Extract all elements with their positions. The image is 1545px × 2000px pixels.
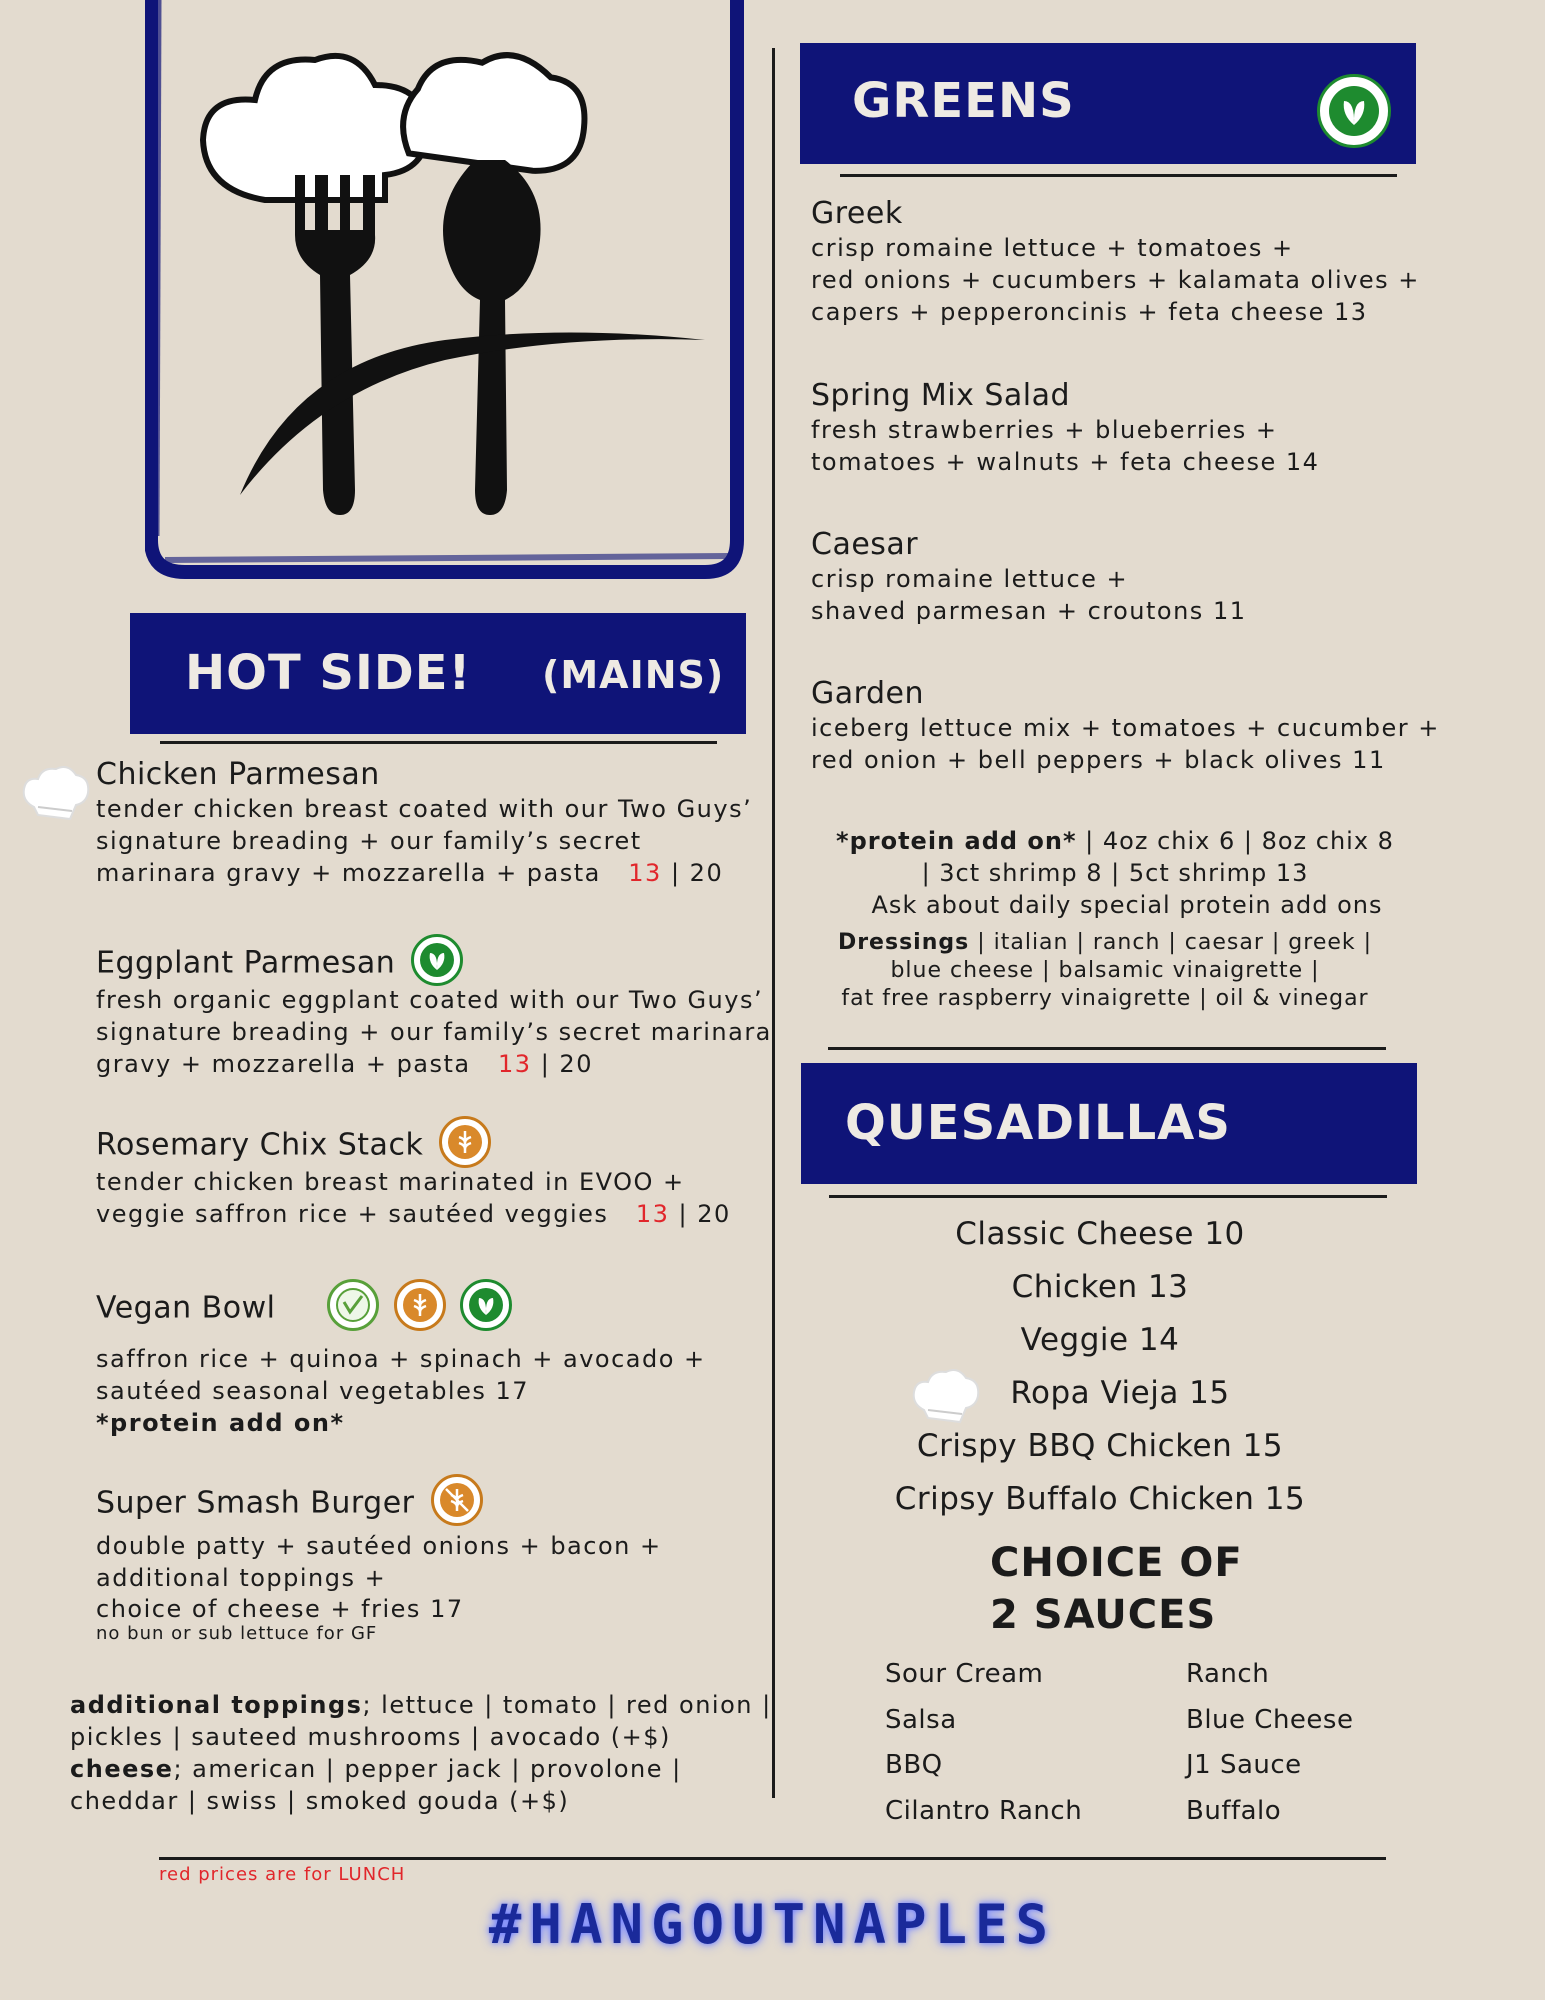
item-description: double patty + sautéed onions + bacon + additional toppings + choice of cheese + fries 17 no bun or sub lettuce for GF <box>96 1532 662 1644</box>
vegetarian-icon <box>460 1279 512 1331</box>
dinner-price: | 20 <box>540 1050 593 1078</box>
vegetarian-icon <box>411 934 463 986</box>
quesadillas-title: QUESADILLAS <box>845 1095 1231 1151</box>
menu-item-spring-mix-salad <box>811 378 1319 478</box>
item-description: tender chicken breast coated with our Two Guys’ signature breading + our family’s secret marinara gravy + mozzarella + pasta 13 | 20 <box>96 795 753 887</box>
protein-add-on: *protein add on* | 4oz chix 6 | 8oz chix 8 | 3ct shrimp 8 | 5ct shrimp 13 Ask about daily special protein add ons <box>836 827 1394 919</box>
menu-item-super-smash-burger <box>96 1482 662 1644</box>
menu-item-vegan-bowl <box>96 1287 706 1439</box>
additional-toppings: additional toppings; lettuce | tomato | red onion | pickles | sauteed mushrooms | avocado (+$) cheese; american | pepper jack | provolone | cheddar | swiss | smoked gouda (+$) <box>70 1691 772 1815</box>
sauce-blue-cheese: Blue Cheese <box>1186 1705 1354 1735</box>
item-description: fresh organic eggplant coated with our Two Guys’ signature breading + our family’s secret marinara gravy + mozzarella + pasta 13 | 20 <box>96 986 772 1078</box>
hashtag: #HANGOUTNAPLES <box>488 1893 1057 1956</box>
chef-hat-icon <box>20 763 92 823</box>
item-name: Eggplant Parmesan <box>96 945 396 981</box>
item-description: crisp romaine lettuce + shaved parmesan + croutons 11 <box>811 565 1247 625</box>
item-name: Garden <box>811 676 924 711</box>
quesadilla-veggie: Veggie 14 <box>1020 1322 1180 1358</box>
sauce-sour-cream: Sour Cream <box>885 1659 1044 1689</box>
item-description: tender chicken breast marinated in EVOO + veggie saffron rice + sautéed veggies 13 | 20 <box>96 1168 731 1228</box>
protein-add-on-note: *protein add on* <box>96 1409 345 1437</box>
sauce-bbq: BBQ <box>885 1750 943 1780</box>
vegan-icon <box>327 1279 379 1331</box>
dinner-price: | 20 <box>678 1200 731 1228</box>
restaurant-logo <box>145 0 745 590</box>
hot-side-banner <box>130 613 746 734</box>
hot-side-divider <box>160 741 717 744</box>
sauce-j1-sauce: J1 Sauce <box>1186 1750 1302 1780</box>
greens-banner <box>800 43 1416 164</box>
item-name: Super Smash Burger <box>96 1485 415 1521</box>
lunch-price-note: red prices are for LUNCH <box>159 1864 406 1885</box>
dressings: Dressings | italian | ranch | caesar | greek | blue cheese | balsamic vinaigrette | fat free raspberry vinaigrette | oil & vinegar <box>837 930 1373 1011</box>
sauce-ranch: Ranch <box>1186 1659 1270 1689</box>
menu-item-rosemary-chix-stack <box>96 1124 731 1230</box>
item-description: iceberg lettuce mix + tomatoes + cucumber + red onion + bell peppers + black olives 11 <box>811 714 1440 774</box>
item-name: Vegan Bowl <box>96 1290 276 1326</box>
item-description: saffron rice + quinoa + spinach + avocado + sautéed seasonal vegetables 17 *protein add on* <box>96 1345 706 1437</box>
item-name: Greek <box>811 196 903 231</box>
gf-note: no bun or sub lettuce for GF <box>96 1623 378 1644</box>
menu-item-caesar <box>811 527 1246 627</box>
quesadillas-divider <box>829 1195 1387 1198</box>
item-name: Chicken Parmesan <box>96 757 380 792</box>
hot-side-subtitle: (MAINS) <box>542 653 725 697</box>
sauce-heading: CHOICE OF 2 SAUCES <box>990 1540 1243 1638</box>
item-name: Spring Mix Salad <box>811 378 1071 413</box>
quesadilla-crispy-bbq-chicken: Crispy BBQ Chicken 15 <box>916 1428 1284 1464</box>
dressings-divider <box>828 1047 1386 1050</box>
item-name: Caesar <box>811 527 919 562</box>
quesadilla-chicken: Chicken 13 <box>1011 1269 1189 1305</box>
gluten-free-icon <box>431 1474 483 1526</box>
quesadilla-ropa-vieja: Ropa Vieja 15 <box>1010 1375 1230 1411</box>
chef-hats-fork-spoon-logo <box>145 0 745 590</box>
greens-divider <box>840 174 1397 177</box>
menu-item-chicken-parmesan <box>96 757 752 889</box>
lunch-price: 13 <box>498 1050 532 1078</box>
item-description: fresh strawberries + blueberries + tomatoes + walnuts + feta cheese 14 <box>811 416 1320 476</box>
menu-item-greek <box>811 196 1420 328</box>
menu-item-eggplant-parmesan <box>96 942 772 1080</box>
lunch-price: 13 <box>635 1200 670 1228</box>
quesadilla-cripsy-buffalo-chicken: Cripsy Buffalo Chicken 15 <box>894 1481 1306 1517</box>
greens-title: GREENS <box>852 73 1075 129</box>
hot-side-title: HOT SIDE! <box>185 645 472 701</box>
item-name: Rosemary Chix Stack <box>96 1127 424 1163</box>
quesadilla-classic-cheese: Classic Cheese 10 <box>955 1216 1245 1252</box>
footer-divider <box>159 1857 1386 1860</box>
sauce-buffalo: Buffalo <box>1186 1796 1282 1826</box>
sauce-cilantro-ranch: Cilantro Ranch <box>885 1796 1083 1826</box>
sauce-salsa: Salsa <box>885 1705 957 1735</box>
gluten-free-icon <box>439 1116 491 1168</box>
menu-item-garden <box>811 676 1440 776</box>
lunch-price: 13 <box>628 859 662 887</box>
vegetarian-icon <box>1317 74 1391 148</box>
gluten-free-icon <box>394 1279 446 1331</box>
item-description: crisp romaine lettuce + tomatoes + red onions + cucumbers + kalamata olives + capers + pepperoncinis + feta cheese 13 <box>811 234 1420 326</box>
column-divider <box>772 48 775 1798</box>
dinner-price: | 20 <box>670 859 724 887</box>
quesadillas-banner <box>801 1063 1417 1184</box>
